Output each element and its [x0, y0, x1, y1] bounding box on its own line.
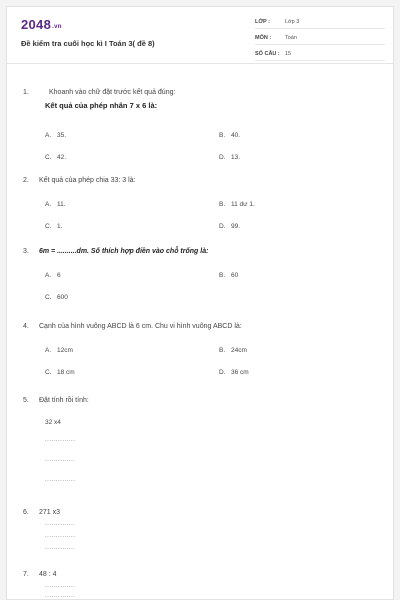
- question-text: Cạnh của hình vuông ABCD là 6 cm. Chu vi hình vuông ABCD là:: [39, 323, 242, 330]
- question-number: 2.: [23, 177, 29, 184]
- question-text: 6m = ..........dm. Số thích hợp điền vào chỗ trống là:: [39, 248, 209, 255]
- question-number: 5.: [23, 397, 29, 404]
- calc-expression: 32 x4: [45, 419, 61, 426]
- answer-blank[interactable]: ..............: [45, 545, 76, 551]
- answer-blank[interactable]: ..............: [45, 477, 76, 483]
- exam-sheet: [6, 6, 394, 600]
- exam-title: Đề kiểm tra cuối học kì I Toán 3( đề 8): [21, 39, 155, 48]
- meta-value: Lớp 3: [285, 19, 300, 25]
- logo-suffix: .vn: [52, 24, 62, 30]
- answer-blank[interactable]: ..............: [45, 437, 76, 443]
- site-logo[interactable]: [21, 17, 62, 32]
- meta-row-class: [255, 15, 385, 29]
- option-a[interactable]: A. 35.: [45, 132, 67, 139]
- option-a[interactable]: A. 11.: [45, 201, 66, 208]
- question-number: 6.: [23, 509, 29, 516]
- question-number: 7.: [23, 571, 29, 578]
- option-b[interactable]: B. 24cm: [219, 347, 247, 354]
- option-c[interactable]: C. 600: [45, 294, 68, 301]
- meta-row-subject: [255, 31, 385, 45]
- meta-value: 15: [285, 51, 292, 57]
- question-number: 1.: [23, 89, 29, 96]
- question-subtext: Kết quả của phép nhân 7 x 6 là:: [45, 101, 158, 110]
- option-b[interactable]: B. 40.: [219, 132, 241, 139]
- meta-row-count: [255, 47, 385, 61]
- meta-key: MÔN :: [255, 35, 272, 41]
- meta-key: SỐ CÂU :: [255, 51, 280, 57]
- option-b[interactable]: B. 11 dư 1.: [219, 201, 255, 208]
- question-number: 4.: [23, 323, 29, 330]
- question-text: Khoanh vào chữ đặt trước kết quả đúng:: [49, 89, 176, 96]
- logo-text: 2048: [21, 17, 52, 32]
- answer-blank[interactable]: ..............: [45, 521, 76, 527]
- question-number: 3.: [23, 248, 29, 255]
- question-text: Kết quả của phép chia 33: 3 là:: [39, 177, 136, 184]
- question-text: 48 : 4: [39, 571, 57, 578]
- answer-blank[interactable]: ..............: [45, 533, 76, 539]
- option-c[interactable]: C. 1.: [45, 223, 63, 230]
- option-b[interactable]: B. 60: [219, 272, 239, 279]
- option-d[interactable]: D. 13.: [219, 154, 241, 161]
- meta-value: Toán: [285, 35, 297, 41]
- answer-blank[interactable]: ..............: [45, 583, 76, 589]
- exam-meta: [255, 15, 385, 63]
- option-c[interactable]: C. 42.: [45, 154, 67, 161]
- question-text: Đặt tính rồi tính:: [39, 397, 89, 404]
- answer-blank[interactable]: ..............: [45, 593, 76, 599]
- exam-header: [7, 7, 393, 64]
- option-a[interactable]: A. 6: [45, 272, 61, 279]
- option-a[interactable]: A. 12cm: [45, 347, 73, 354]
- option-d[interactable]: D. 99.: [219, 223, 241, 230]
- answer-blank[interactable]: ..............: [45, 457, 76, 463]
- question-text: 271 x3: [39, 509, 61, 516]
- meta-key: LỚP :: [255, 19, 270, 25]
- option-d[interactable]: D. 36 cm: [219, 369, 249, 376]
- option-c[interactable]: C. 18 cm: [45, 369, 75, 376]
